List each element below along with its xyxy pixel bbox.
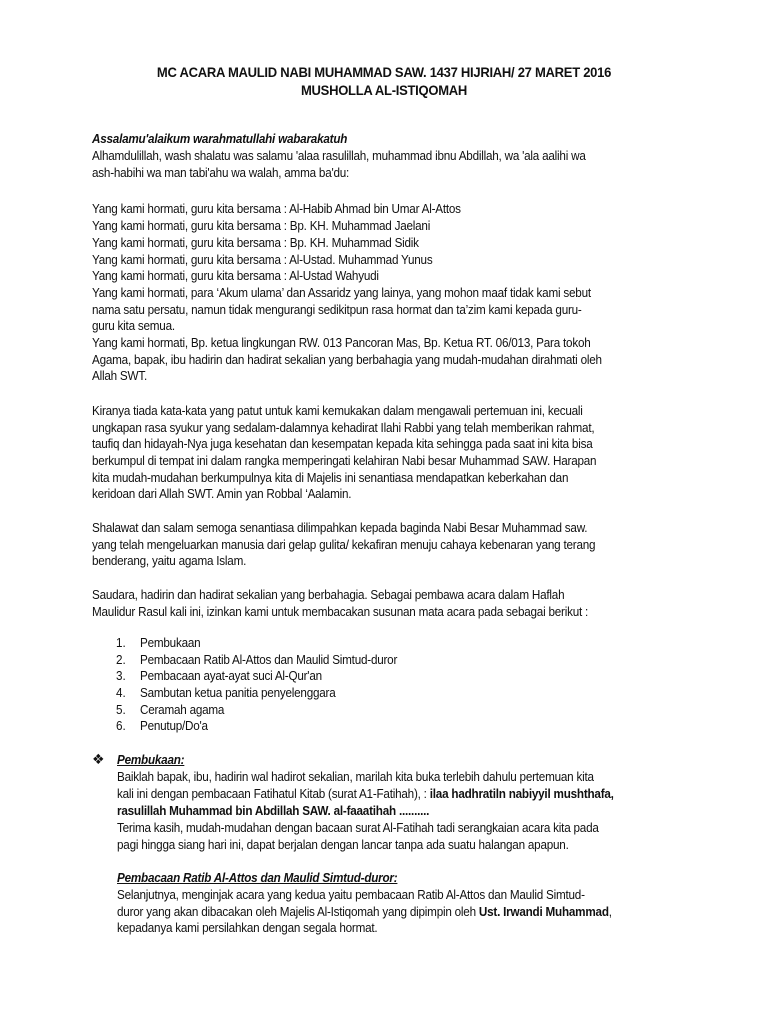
paragraph-line: ungkapan rasa syukur yang sedalam-dalamnya kehadirat Ilahi Rabbi yang telah memberikan rahmat, bbox=[92, 420, 595, 435]
paragraph-line: kita mudah-mudahan berkumpulnya kita di Majelis ini senantiasa mendapatkan keberkahan dan bbox=[92, 470, 569, 485]
agenda-number: 1. bbox=[116, 635, 126, 650]
section-line-bold: rasulillah Muhammad bin Abdillah SAW. al-faaatihah .......... bbox=[117, 803, 430, 818]
honorific-line: Yang kami hormati, guru kita bersama : Al-Ustad. Muhammad Yunus bbox=[92, 252, 433, 267]
paragraph-line: Shalawat dan salam semoga senantiasa dilimpahkan kepada baginda Nabi Besar Muhammad saw. bbox=[92, 520, 588, 535]
agenda-number: 5. bbox=[116, 702, 126, 717]
honorific-line: Yang kami hormati, guru kita bersama : Al-Ustad Wahyudi bbox=[92, 268, 379, 283]
section-line bbox=[117, 786, 614, 802]
section-text: duror yang akan dibacakan oleh Majelis Al-Istiqomah yang dipimpin oleh bbox=[117, 904, 479, 919]
honorific-line: guru kita semua. bbox=[92, 318, 175, 333]
paragraph-line: keridoan dari Allah SWT. Amin yan Robbal ‘Aalamin. bbox=[92, 486, 352, 501]
section-line: kepadanya kami persilahkan dengan segala hormat. bbox=[117, 920, 378, 935]
section-heading-pembukaan: Pembukaan: bbox=[117, 752, 185, 767]
honorific-line: Yang kami hormati, guru kita bersama : Bp. KH. Muhammad Sidik bbox=[92, 235, 419, 250]
agenda-item: Sambutan ketua panitia penyelenggara bbox=[140, 685, 336, 700]
paragraph-line: benderang, yaitu agama Islam. bbox=[92, 553, 247, 568]
greeting: Assalamu'alaikum warahmatullahi wabarakatuh bbox=[92, 131, 348, 146]
honorific-line: Yang kami hormati, guru kita bersama : Al-Habib Ahmad bin Umar Al-Attos bbox=[92, 201, 461, 216]
section-line: Baiklah bapak, ibu, hadirin wal hadirot sekalian, marilah kita buka terlebih dahulu pertemuan kita bbox=[117, 769, 594, 784]
paragraph-line: taufiq dan hidayah-Nya juga kesehatan dan kesempatan kepada kita sehingga pada saat ini kita bisa bbox=[92, 436, 593, 451]
paragraph-line: yang telah mengeluarkan manusia dari gelap gulita/ kekafiran menuju cahaya kebenaran yang terang bbox=[92, 537, 596, 552]
agenda-number: 4. bbox=[116, 685, 126, 700]
agenda-item: Penutup/Do'a bbox=[140, 718, 208, 733]
section-text: , bbox=[608, 904, 612, 919]
section-heading-ratib: Pembacaan Ratib Al-Attos dan Maulid Simtud-duror: bbox=[117, 870, 398, 885]
section-line: Selanjutnya, menginjak acara yang kedua yaitu pembacaan Ratib Al-Attos dan Maulid Simtud- bbox=[117, 887, 585, 902]
document-title-line1: MC ACARA MAULID NABI MUHAMMAD SAW. 1437 HIJRIAH/ 27 MARET 2016 bbox=[156, 64, 612, 80]
paragraph-line: Saudara, hadirin dan hadirat sekalian yang berbahagia. Sebagai pembawa acara dalam Haflah bbox=[92, 587, 565, 602]
section-text: kali ini dengan pembacaan Fatihatul Kitab (surat A1-Fatihah), : bbox=[117, 786, 430, 801]
opening-line: Alhamdulillah, wash shalatu was salamu 'alaa rasulillah, muhammad ibnu Abdillah, wa 'ala aalihi wa bbox=[92, 148, 586, 163]
section-line bbox=[117, 904, 612, 920]
section-text-bold: Ust. Irwandi Muhammad bbox=[478, 904, 609, 919]
diamond-bullet-icon: ❖ bbox=[92, 752, 105, 768]
honorific-line: Yang kami hormati, guru kita bersama : Bp. KH. Muhammad Jaelani bbox=[92, 218, 431, 233]
agenda-number: 6. bbox=[116, 718, 126, 733]
section-line: pagi hingga siang hari ini, dapat berjalan dengan lancar tanpa ada suatu halangan apapun. bbox=[117, 837, 569, 852]
honorific-line: Agama, bapak, ibu hadirin dan hadirat sekalian yang berbahagia yang mudah-mudahan dirahmati oleh bbox=[92, 352, 602, 367]
paragraph-line: Kiranya tiada kata-kata yang patut untuk kami kemukakan dalam mengawali pertemuan ini, kecuali bbox=[92, 403, 583, 418]
document-title-line2: MUSHOLLA AL-ISTIQOMAH bbox=[300, 82, 468, 98]
honorific-line: Allah SWT. bbox=[92, 368, 147, 383]
agenda-item: Pembacaan Ratib Al-Attos dan Maulid Simtud-duror bbox=[140, 652, 398, 667]
paragraph-line: Maulidur Rasul kali ini, izinkan kami untuk membacakan susunan mata acara pada sebagai berikut : bbox=[92, 604, 589, 619]
section-line: Terima kasih, mudah-mudahan dengan bacaan surat Al-Fatihah tadi serangkaian acara kita pada bbox=[117, 820, 599, 835]
agenda-item: Pembukaan bbox=[140, 635, 201, 650]
honorific-line: nama satu persatu, namun tidak mengurangi sedikitpun rasa hormat dan ta’zim kami kepada guru- bbox=[92, 302, 582, 317]
honorific-line: Yang kami hormati, Bp. ketua lingkungan RW. 013 Pancoran Mas, Bp. Ketua RT. 06/013, Para tokoh bbox=[92, 335, 591, 350]
agenda-item: Pembacaan ayat-ayat suci Al-Qur'an bbox=[140, 668, 322, 683]
agenda-number: 2. bbox=[116, 652, 126, 667]
opening-line: ash-habihi wa man tabi'ahu wa walah, amma ba'du: bbox=[92, 165, 350, 180]
agenda-number: 3. bbox=[116, 668, 126, 683]
section-text-bold: ilaa hadhratiln nabiyyil mushthafa, bbox=[429, 786, 614, 801]
agenda-item: Ceramah agama bbox=[140, 702, 225, 717]
paragraph-line: berkumpul di tempat ini dalam rangka memperingati kelahiran Nabi besar Muhammad SAW. Harapan bbox=[92, 453, 597, 468]
honorific-line: Yang kami hormati, para ‘Akum ulama’ dan Assaridz yang lainya, yang mohon maaf tidak kami sebut bbox=[92, 285, 591, 300]
